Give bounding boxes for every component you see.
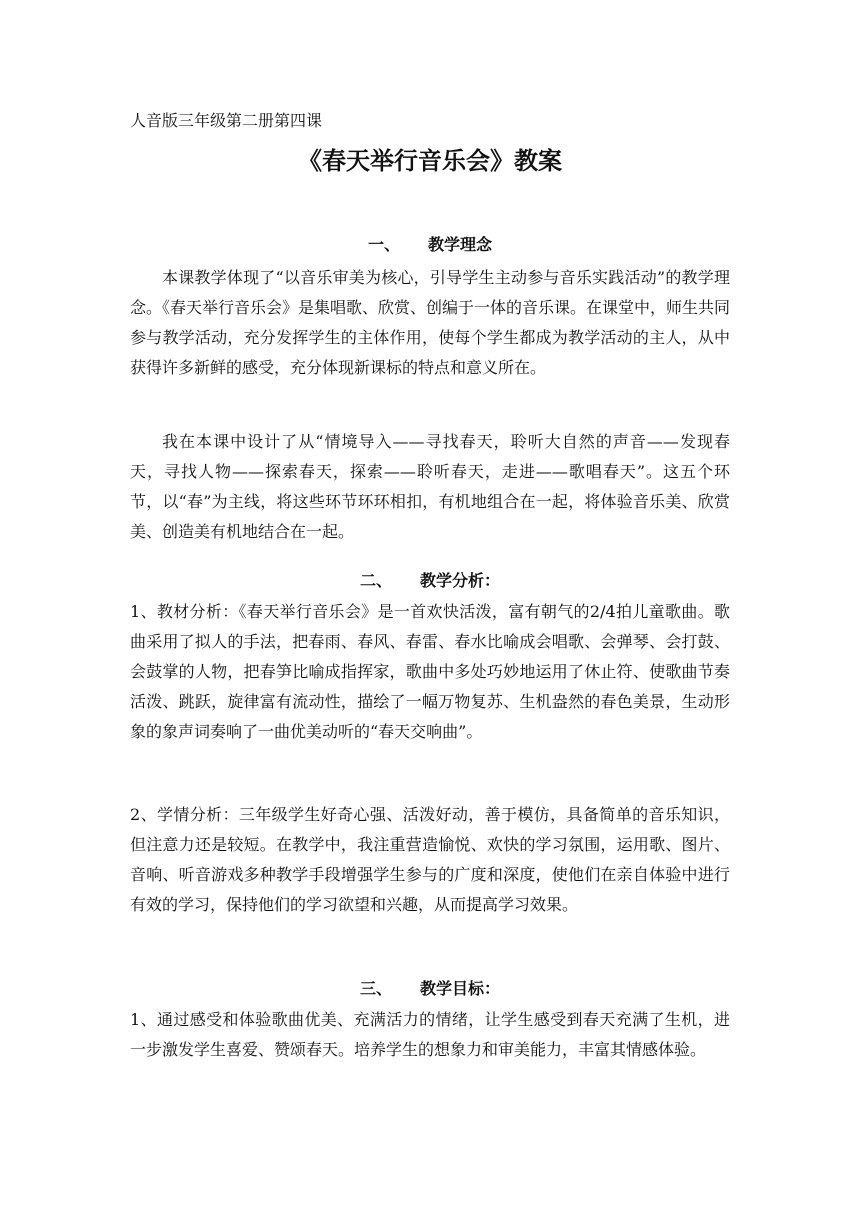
section-heading-teaching-philosophy xyxy=(0,234,860,256)
section-number: 一、 xyxy=(367,235,400,254)
paragraph: 1、教材分析：《春天举行音乐会》是一首欢快活泼，富有朝气的2/4拍儿童歌曲。歌曲采用了拟人的手法，把春雨、春风、春雷、春水比喻成会唱歌、会弹琴、会打鼓、会鼓掌的人物，把春笋比喻成指挥家，歌曲中多处巧妙地运用了休止符、使歌曲节奏活泼、跳跃，旋律富有流动性，描绘了一幅万物复苏、生机盎然的春色美景，生动形象的象声词奏响了一曲优美动听的“春天交响曲”。 xyxy=(130,602,730,741)
section-title: 教学理念 xyxy=(428,235,493,254)
section-number: 三、 xyxy=(359,979,392,998)
document-title: 《春天举行音乐会》教案 xyxy=(298,146,562,175)
section-number: 二、 xyxy=(359,571,392,590)
section-heading-teaching-analysis xyxy=(0,570,860,592)
section-title: 教学目标： xyxy=(420,979,501,998)
section-heading-teaching-objectives xyxy=(0,978,860,1000)
paragraph: 我在本课中设计了从“情境导入——寻找春天，聆听大自然的声音——发现春天，寻找人物——探索春天，探索——聆听春天，走进——歌唱春天”。这五个环节，以“春”为主线，将这些环节环环相扣，有机地组合在一起，将体验音乐美、欣赏美、创造美有机地结合在一起。 xyxy=(130,432,730,541)
paragraph: 1、通过感受和体验歌曲优美、充满活力的情绪，让学生感受到春天充满了生机，进一步激发学生喜爱、赞颂春天。培养学生的想象力和审美能力，丰富其情感体验。 xyxy=(130,1010,730,1059)
course-subtitle: 人音版三年级第二册第四课 xyxy=(130,111,323,130)
paragraph: 2、学情分析：三年级学生好奇心强、活泼好动，善于模仿，具备简单的音乐知识，但注意力还是较短。在教学中，我注重营造愉悦、欢快的学习氛围，运用歌、图片、音响、听音游戏多种教学手段增强学生参与的广度和深度，使他们在亲自体验中进行有效的学习，保持他们的学习欲望和兴趣，从而提高学习效果。 xyxy=(130,805,730,914)
section-title: 教学分析： xyxy=(420,571,501,590)
paragraph: 本课教学体现了“以音乐审美为核心，引导学生主动参与音乐实践活动”的教学理念。《春天举行音乐会》是集唱歌、欣赏、创编于一体的音乐课。在课堂中，师生共同参与教学活动，充分发挥学生的主体作用，使每个学生都成为教学活动的主人，从中获得许多新鲜的感受，充分体现新课标的特点和意义所在。 xyxy=(130,268,731,377)
